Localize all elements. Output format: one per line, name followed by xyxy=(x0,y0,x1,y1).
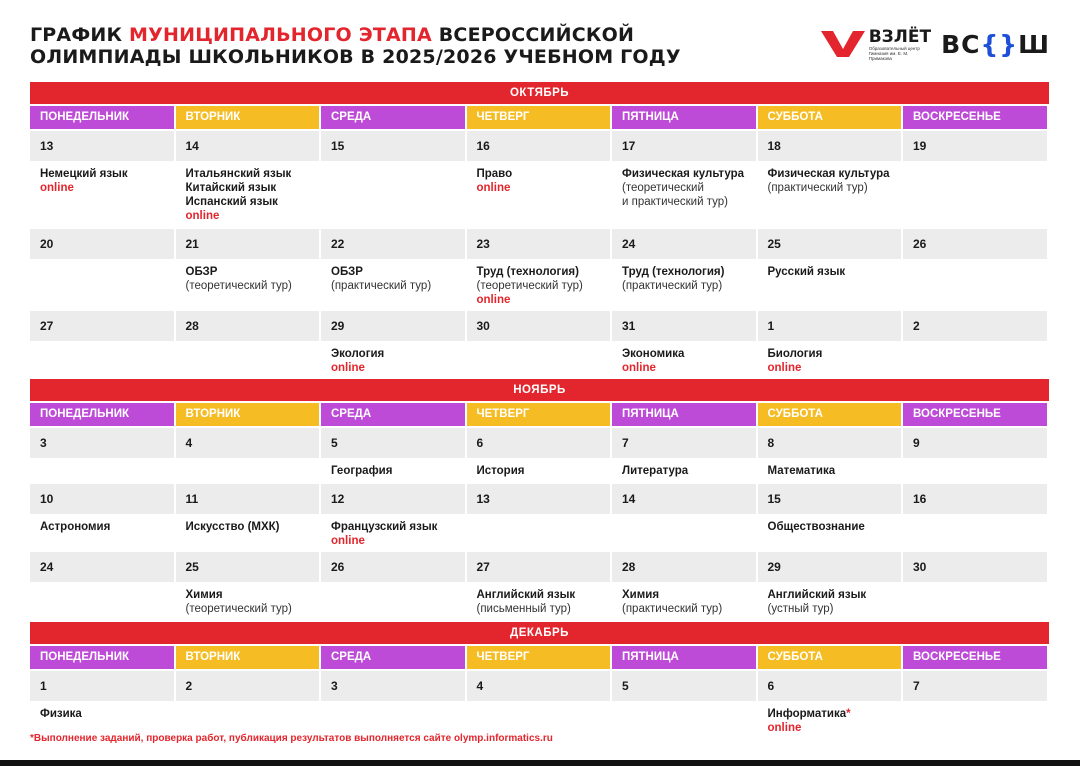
weekday-header-row xyxy=(30,646,1049,669)
weekday-label: СУББОТА xyxy=(758,646,902,669)
day-number: 18 xyxy=(758,131,902,161)
online-badge xyxy=(477,181,601,195)
day-events xyxy=(612,514,756,550)
day-cell xyxy=(176,426,320,482)
weekday-label: ЧЕТВЕРГ xyxy=(467,403,611,426)
day-events xyxy=(321,341,465,377)
weekday-label: ЧЕТВЕРГ xyxy=(467,106,611,129)
vos-left: ВС xyxy=(941,29,981,59)
day-cell xyxy=(176,550,320,620)
vos-logo xyxy=(941,30,1050,59)
day-cell xyxy=(30,550,174,620)
event-subject xyxy=(768,347,892,361)
event-subject xyxy=(768,167,892,181)
day-events xyxy=(758,514,902,550)
day-cell xyxy=(321,669,465,735)
day-number: 30 xyxy=(903,552,1047,582)
event-text: Биология xyxy=(767,348,823,360)
day-events xyxy=(758,582,902,620)
day-cell xyxy=(612,426,756,482)
event-text: online xyxy=(331,535,365,547)
event-text: (устный тур) xyxy=(767,603,834,615)
day-cell xyxy=(903,129,1047,227)
online-badge xyxy=(40,181,164,195)
weekday-label: ВТОРНИК xyxy=(176,646,320,669)
event-text: (теоретический тур) xyxy=(476,280,583,292)
event-subject xyxy=(331,520,455,534)
day-events xyxy=(467,582,611,620)
event-text: (письменный тур) xyxy=(476,603,571,615)
event-text: Труд (технология) xyxy=(622,266,725,278)
event-text: Право xyxy=(476,168,513,180)
event-text: (практический тур) xyxy=(622,603,723,615)
event-text: Физика xyxy=(40,708,82,720)
event-text: ОБЗР xyxy=(185,266,218,278)
header xyxy=(30,24,1050,76)
day-events xyxy=(30,259,174,309)
day-cell xyxy=(467,550,611,620)
day-cell xyxy=(30,309,174,377)
weekday-label: СУББОТА xyxy=(758,403,902,426)
event-subject xyxy=(768,520,892,534)
day-events xyxy=(758,259,902,309)
event-text: (практический тур) xyxy=(622,280,723,292)
event-text: ОБЗР xyxy=(331,266,363,278)
day-number: 3 xyxy=(321,671,465,701)
event-text: Труд (технология) xyxy=(476,266,579,278)
weekday-label: ВОСКРЕСЕНЬЕ xyxy=(903,646,1047,669)
day-events xyxy=(758,458,902,482)
day-events xyxy=(30,582,174,620)
event-subject xyxy=(40,167,164,181)
event-subject xyxy=(768,265,892,279)
event-text: online xyxy=(476,182,511,194)
event-note xyxy=(768,602,892,616)
day-events xyxy=(612,259,756,309)
day-number: 19 xyxy=(903,131,1047,161)
day-events xyxy=(467,701,611,735)
day-number: 13 xyxy=(30,131,174,161)
day-cell xyxy=(321,550,465,620)
event-text: Химия xyxy=(185,589,223,601)
day-cell xyxy=(612,482,756,550)
day-events xyxy=(758,341,902,377)
event-text: Испанский язык xyxy=(185,196,278,208)
event-note xyxy=(331,279,455,293)
bottom-border xyxy=(0,760,1080,766)
day-number: 5 xyxy=(612,671,756,701)
event-text: online xyxy=(476,294,511,306)
day-events xyxy=(176,582,320,620)
event-text: (практический тур) xyxy=(331,280,432,292)
month-header: НОЯБРЬ xyxy=(30,379,1049,401)
online-badge xyxy=(331,534,455,548)
day-number: 29 xyxy=(321,311,465,341)
event-text: Экология xyxy=(331,348,385,360)
month-header: ДЕКАБРЬ xyxy=(30,622,1049,644)
event-subject xyxy=(768,464,892,478)
day-cell xyxy=(758,129,902,227)
event-note xyxy=(186,279,310,293)
weekday-label: ПОНЕДЕЛЬНИК xyxy=(30,106,174,129)
day-cell xyxy=(612,550,756,620)
day-cell xyxy=(467,426,611,482)
event-text: Искусство (МХК) xyxy=(185,521,280,533)
day-number: 27 xyxy=(30,311,174,341)
event-subject xyxy=(477,464,601,478)
event-text: Английский язык xyxy=(476,589,576,601)
day-cell xyxy=(467,227,611,309)
day-cell xyxy=(467,129,611,227)
day-cell xyxy=(903,426,1047,482)
day-events xyxy=(467,161,611,227)
day-cell xyxy=(903,227,1047,309)
day-number: 24 xyxy=(612,229,756,259)
day-events xyxy=(903,259,1047,309)
day-number: 5 xyxy=(321,428,465,458)
day-events xyxy=(612,458,756,482)
title-line-2: ОЛИМПИАДЫ ШКОЛЬНИКОВ В 2025/2026 УЧЕБНОМ ГОДУ xyxy=(30,46,681,68)
day-number: 23 xyxy=(467,229,611,259)
day-number: 15 xyxy=(758,484,902,514)
day-cell xyxy=(612,669,756,735)
day-number: 8 xyxy=(758,428,902,458)
event-subject xyxy=(186,167,310,181)
event-subject xyxy=(477,265,601,279)
event-text: online xyxy=(767,722,802,734)
event-text: География xyxy=(331,465,393,477)
day-number: 14 xyxy=(176,131,320,161)
day-cell xyxy=(612,129,756,227)
day-cell xyxy=(176,309,320,377)
week-row xyxy=(30,669,1049,735)
day-events xyxy=(30,161,174,227)
event-text: Итальянский язык xyxy=(185,168,292,180)
day-events xyxy=(321,458,465,482)
day-number: 17 xyxy=(612,131,756,161)
day-number: 7 xyxy=(612,428,756,458)
event-subject xyxy=(186,520,310,534)
day-cell xyxy=(467,482,611,550)
event-note xyxy=(622,195,746,209)
day-number: 9 xyxy=(903,428,1047,458)
weekday-label: ВТОРНИК xyxy=(176,403,320,426)
event-note xyxy=(768,181,892,195)
day-cell xyxy=(30,129,174,227)
day-cell xyxy=(30,227,174,309)
event-text: online xyxy=(331,362,365,374)
weekday-label: ПЯТНИЦА xyxy=(612,403,756,426)
day-number: 11 xyxy=(176,484,320,514)
vzlet-v-icon xyxy=(821,29,865,59)
day-cell xyxy=(176,129,320,227)
day-events xyxy=(903,161,1047,227)
day-number: 28 xyxy=(612,552,756,582)
weekday-label: СРЕДА xyxy=(321,403,465,426)
calendar xyxy=(30,80,1049,735)
day-number: 2 xyxy=(176,671,320,701)
day-number: 25 xyxy=(758,229,902,259)
weekday-label: СРЕДА xyxy=(321,106,465,129)
footnote: *Выполнение заданий, проверка работ, публикация результатов выполняется сайте olymp.informatics.ru xyxy=(30,733,553,744)
day-events xyxy=(321,514,465,550)
day-cell xyxy=(176,482,320,550)
day-events xyxy=(612,582,756,620)
event-text: online xyxy=(622,362,656,374)
day-number: 6 xyxy=(758,671,902,701)
day-cell xyxy=(612,227,756,309)
event-text: и практический тур) xyxy=(622,196,728,208)
week-row xyxy=(30,129,1049,227)
day-events xyxy=(30,458,174,482)
day-cell xyxy=(758,482,902,550)
event-subject xyxy=(622,588,746,602)
day-cell xyxy=(758,309,902,377)
day-events xyxy=(176,161,320,227)
day-number: 22 xyxy=(321,229,465,259)
week-row xyxy=(30,309,1049,377)
event-text: Физическая культура xyxy=(767,168,890,180)
day-cell xyxy=(321,482,465,550)
event-text: Астрономия xyxy=(40,521,111,533)
vzlet-name: ВЗЛЁТ xyxy=(868,26,932,47)
day-number: 6 xyxy=(467,428,611,458)
day-number: 3 xyxy=(30,428,174,458)
online-badge xyxy=(186,209,310,223)
day-events xyxy=(321,582,465,620)
online-badge xyxy=(768,361,892,375)
day-events xyxy=(30,701,174,735)
event-note xyxy=(186,602,310,616)
day-cell xyxy=(758,426,902,482)
day-cell xyxy=(321,227,465,309)
day-events xyxy=(321,161,465,227)
event-text: Китайский язык xyxy=(185,182,277,194)
day-cell xyxy=(321,309,465,377)
event-text: Физическая культура xyxy=(622,168,744,180)
day-cell xyxy=(758,550,902,620)
day-events xyxy=(612,161,756,227)
day-events xyxy=(903,701,1047,735)
day-events xyxy=(612,701,756,735)
event-subject xyxy=(477,167,601,181)
day-events xyxy=(30,514,174,550)
event-subject xyxy=(622,464,746,478)
day-number: 15 xyxy=(321,131,465,161)
event-note xyxy=(622,279,746,293)
week-row xyxy=(30,426,1049,482)
day-number: 16 xyxy=(467,131,611,161)
weekday-label: ВОСКРЕСЕНЬЕ xyxy=(903,403,1047,426)
event-note xyxy=(622,602,746,616)
day-number: 26 xyxy=(321,552,465,582)
day-number: 2 xyxy=(903,311,1047,341)
day-number: 28 xyxy=(176,311,320,341)
event-subject xyxy=(622,167,746,181)
event-text: Французский язык xyxy=(331,521,438,533)
event-text: Информатика xyxy=(767,708,847,720)
day-events xyxy=(176,514,320,550)
day-cell xyxy=(321,426,465,482)
day-number: 1 xyxy=(30,671,174,701)
weekday-label: ПЯТНИЦА xyxy=(612,106,756,129)
vzlet-subtitle: Образовательный центр Гимназия им. Е. М. Примакова xyxy=(868,45,920,61)
online-badge xyxy=(768,721,892,735)
footnote-marker: * xyxy=(846,708,851,720)
vos-right: Ш xyxy=(1018,29,1050,59)
day-events xyxy=(176,341,320,377)
day-cell xyxy=(321,129,465,227)
day-events xyxy=(758,161,902,227)
day-cell xyxy=(903,669,1047,735)
event-subject xyxy=(331,347,455,361)
day-events xyxy=(321,701,465,735)
day-events xyxy=(176,259,320,309)
week-row xyxy=(30,227,1049,309)
weekday-label: ПЯТНИЦА xyxy=(612,646,756,669)
title-post: ВСЕРОССИЙСКОЙ xyxy=(431,24,635,46)
event-text: Литература xyxy=(622,465,689,477)
online-badge xyxy=(331,361,455,375)
day-events xyxy=(612,341,756,377)
day-number: 26 xyxy=(903,229,1047,259)
day-number: 21 xyxy=(176,229,320,259)
online-badge xyxy=(477,293,601,307)
day-events xyxy=(30,341,174,377)
day-number: 4 xyxy=(176,428,320,458)
event-text: Химия xyxy=(622,589,660,601)
event-text: (теоретический тур) xyxy=(185,603,292,615)
day-events xyxy=(467,259,611,309)
day-cell xyxy=(903,482,1047,550)
vos-braces: {} xyxy=(980,29,1019,59)
title-pre: ГРАФИК xyxy=(30,24,130,46)
online-badge xyxy=(622,361,746,375)
event-text: online xyxy=(185,210,220,222)
event-text: Английский язык xyxy=(767,589,867,601)
day-events xyxy=(467,458,611,482)
month-header: ОКТЯБРЬ xyxy=(30,82,1049,104)
event-text: Немецкий язык xyxy=(40,168,128,180)
day-number: 29 xyxy=(758,552,902,582)
day-cell xyxy=(30,669,174,735)
event-text: (теоретический тур) xyxy=(185,280,292,292)
day-cell xyxy=(612,309,756,377)
day-events xyxy=(467,514,611,550)
event-subject xyxy=(186,588,310,602)
day-events xyxy=(903,582,1047,620)
weekday-header-row xyxy=(30,106,1049,129)
event-subject xyxy=(186,195,310,209)
day-number: 30 xyxy=(467,311,611,341)
event-subject xyxy=(40,707,164,721)
day-cell xyxy=(903,550,1047,620)
day-cell xyxy=(30,426,174,482)
day-cell xyxy=(176,227,320,309)
day-events xyxy=(321,259,465,309)
day-events xyxy=(467,341,611,377)
event-text: (теоретический xyxy=(622,182,704,194)
day-cell xyxy=(467,669,611,735)
event-text: (практический тур) xyxy=(767,182,868,194)
event-note xyxy=(622,181,746,195)
title-highlight: МУНИЦИПАЛЬНОГО ЭТАПА xyxy=(129,24,432,46)
day-cell xyxy=(467,309,611,377)
weekday-label: ПОНЕДЕЛЬНИК xyxy=(30,403,174,426)
vzlet-logo xyxy=(821,28,931,61)
week-row xyxy=(30,550,1049,620)
event-subject xyxy=(477,588,601,602)
day-events xyxy=(903,341,1047,377)
day-number: 20 xyxy=(30,229,174,259)
event-text: Обществознание xyxy=(767,521,865,533)
event-subject xyxy=(331,464,455,478)
event-text: online xyxy=(40,182,74,194)
weekday-label: ВТОРНИК xyxy=(176,106,320,129)
event-text: История xyxy=(476,465,525,477)
day-events xyxy=(903,514,1047,550)
day-number: 1 xyxy=(758,311,902,341)
event-subject xyxy=(768,707,892,721)
day-events xyxy=(176,701,320,735)
weekday-label: ЧЕТВЕРГ xyxy=(467,646,611,669)
day-number: 12 xyxy=(321,484,465,514)
event-subject xyxy=(622,265,746,279)
event-text: Математика xyxy=(767,465,836,477)
day-number: 24 xyxy=(30,552,174,582)
event-text: online xyxy=(767,362,802,374)
day-events xyxy=(176,458,320,482)
day-cell xyxy=(30,482,174,550)
day-number: 31 xyxy=(612,311,756,341)
event-text: Экономика xyxy=(622,348,685,360)
weekday-label: ВОСКРЕСЕНЬЕ xyxy=(903,106,1047,129)
day-number: 16 xyxy=(903,484,1047,514)
event-text: Русский язык xyxy=(767,266,846,278)
day-cell xyxy=(176,669,320,735)
day-number: 14 xyxy=(612,484,756,514)
event-subject xyxy=(186,265,310,279)
weekday-label: СУББОТА xyxy=(758,106,902,129)
day-number: 27 xyxy=(467,552,611,582)
day-number: 13 xyxy=(467,484,611,514)
event-subject xyxy=(331,265,455,279)
day-events xyxy=(903,458,1047,482)
day-events xyxy=(758,701,902,735)
week-row xyxy=(30,482,1049,550)
event-subject xyxy=(768,588,892,602)
day-number: 4 xyxy=(467,671,611,701)
weekday-header-row xyxy=(30,403,1049,426)
day-cell xyxy=(758,669,902,735)
day-number: 25 xyxy=(176,552,320,582)
day-number: 10 xyxy=(30,484,174,514)
event-subject xyxy=(186,181,310,195)
weekday-label: ПОНЕДЕЛЬНИК xyxy=(30,646,174,669)
event-note xyxy=(477,279,601,293)
weekday-label: СРЕДА xyxy=(321,646,465,669)
day-cell xyxy=(758,227,902,309)
event-subject xyxy=(40,520,164,534)
day-cell xyxy=(903,309,1047,377)
day-number: 7 xyxy=(903,671,1047,701)
event-note xyxy=(477,602,601,616)
logos xyxy=(821,24,1050,64)
event-subject xyxy=(622,347,746,361)
